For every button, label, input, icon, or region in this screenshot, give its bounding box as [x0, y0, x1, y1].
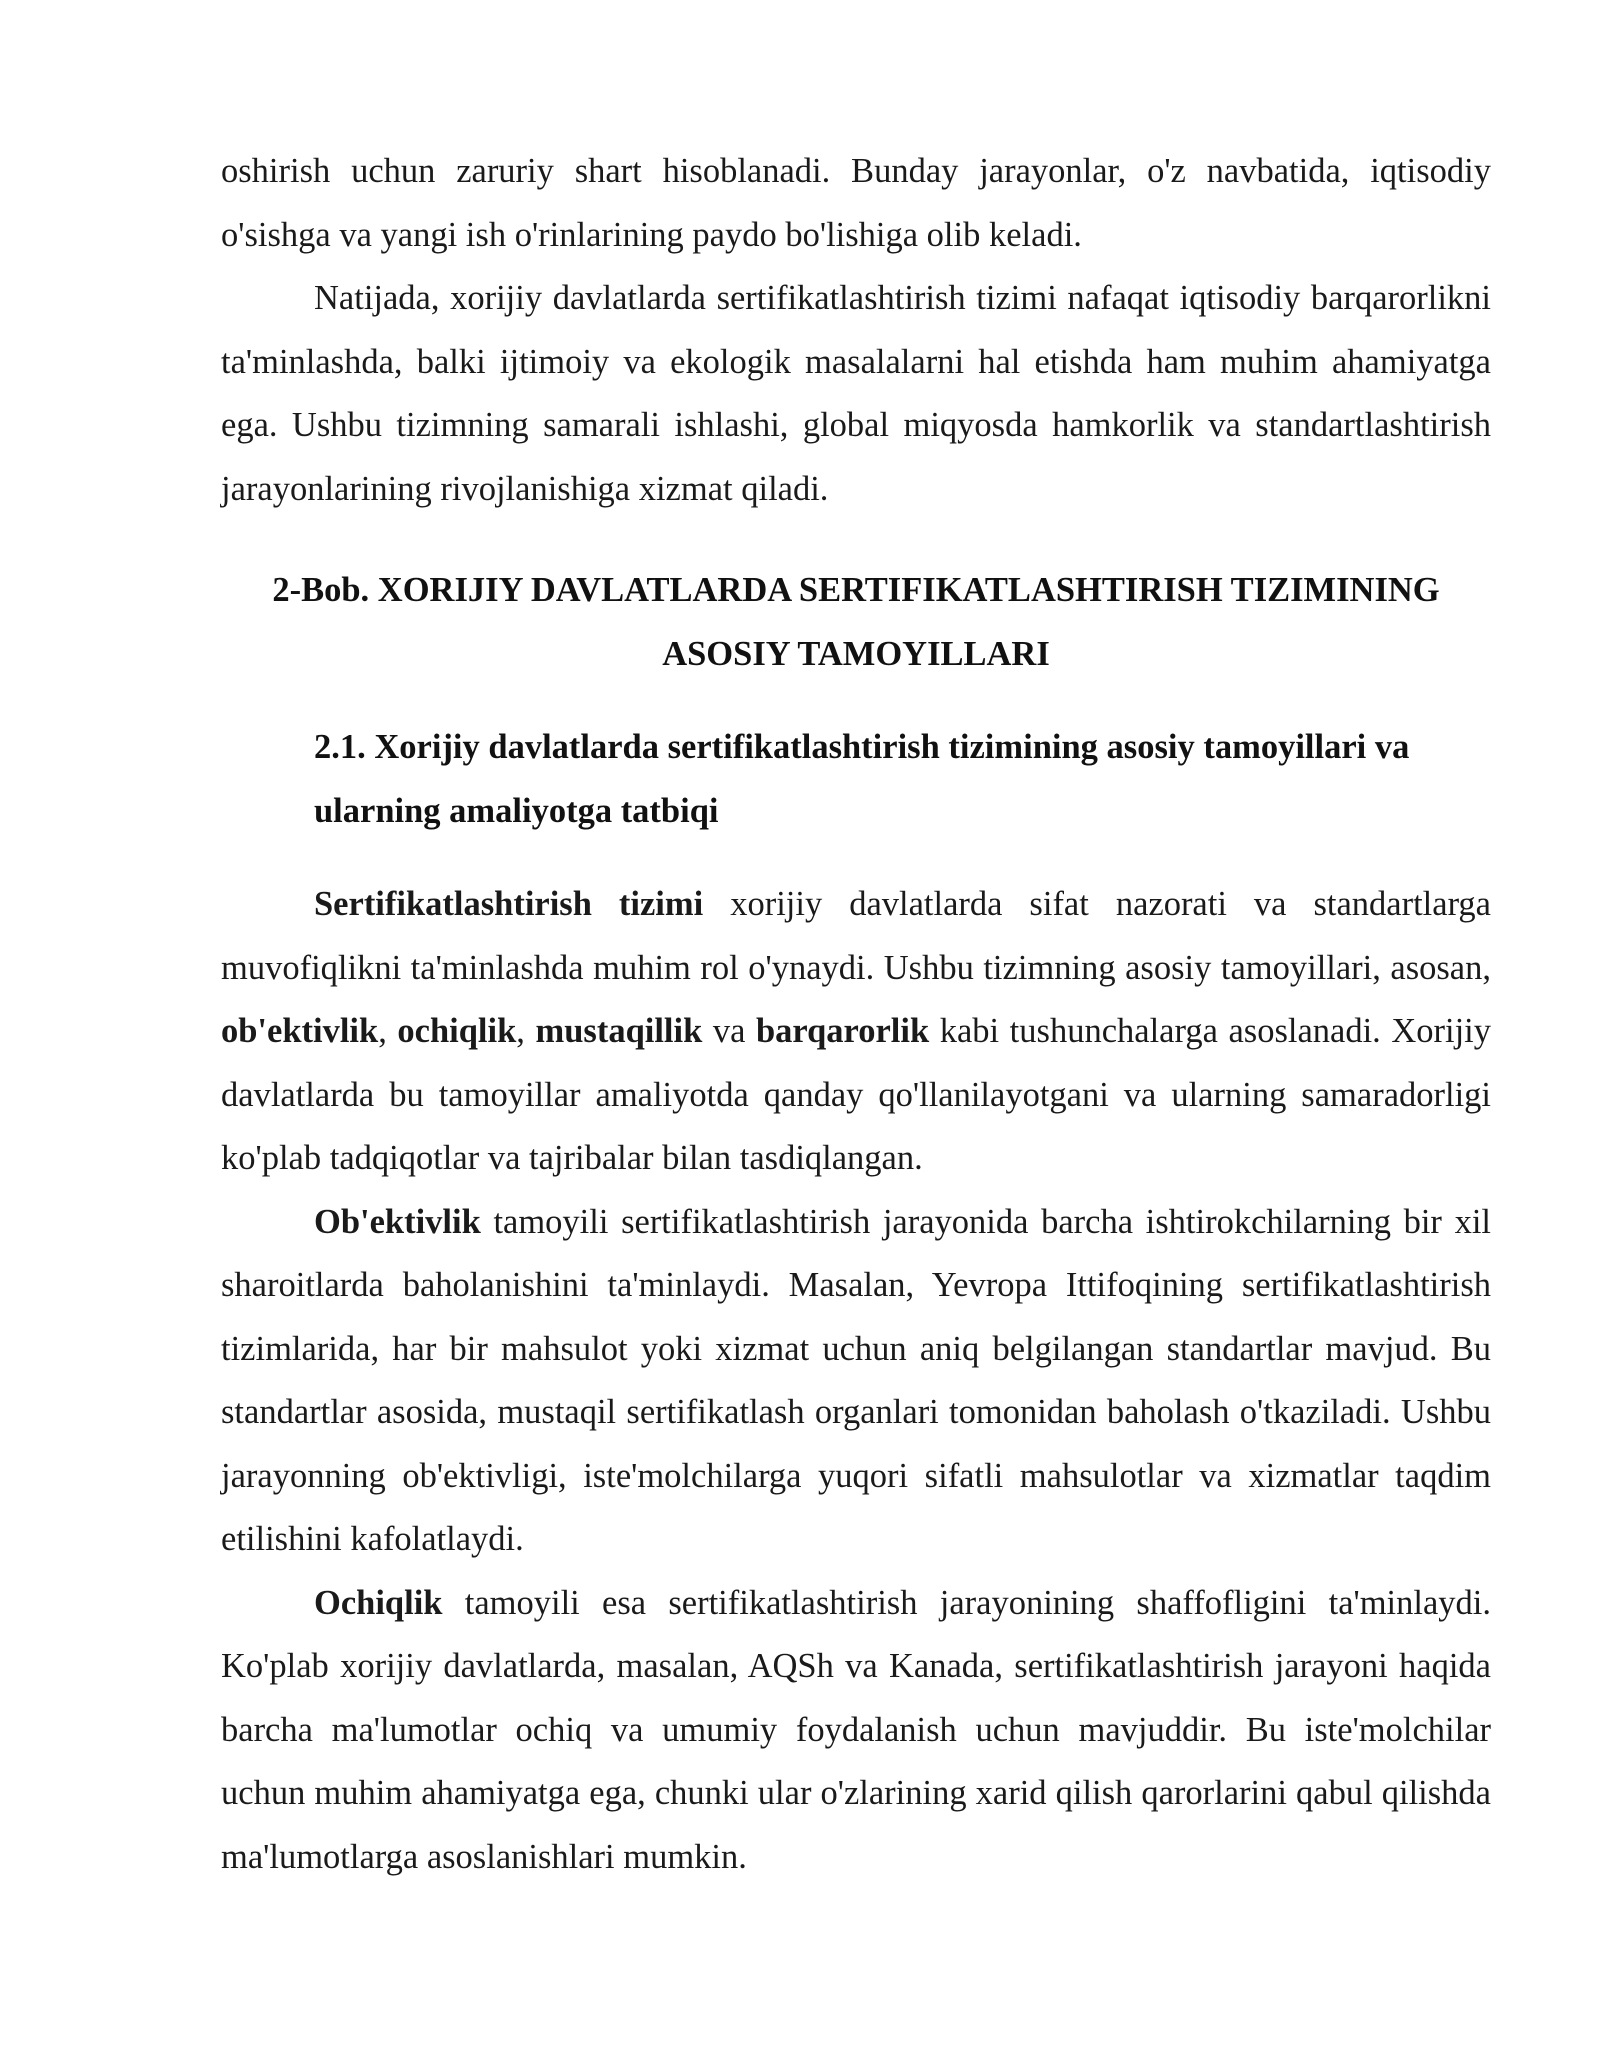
separator: ,	[378, 1012, 398, 1050]
section-heading: 2.1. Xorijiy davlatlarda sertifikatlashtirish tizimining asosiy tamoyillari va ularning amaliyotga tatbiqi	[314, 728, 1410, 830]
paragraph-objectivity	[221, 1191, 1491, 1572]
chapter-heading-line1: 2-Bob. XORIJIY DAVLATLARDA SERTIFIKATLASHTIRISH TIZIMINING	[272, 571, 1440, 609]
keyword-openness: ochiqlik	[397, 1012, 517, 1050]
paragraph-continuation: oshirish uchun zaruriy shart hisoblanadi. Bunday jarayonlar, o'z navbatida, iqtisodiy o'sishga va yangi ish o'rinlarining paydo bo'lishiga olib keladi.	[221, 152, 1491, 254]
paragraph-conclusion: Natijada, xorijiy davlatlarda sertifikatlashtirish tizimi nafaqat iqtisodiy barqarorlikni ta'minlashda, balki ijtimoiy va ekologik masalalarni hal etishda ham muhim ahamiyatga ega. Ushbu tizimning samarali ishlashi, global miqyosda hamkorlik va standartlashtirish jarayonlarining rivojlanishiga xizmat qiladi.	[221, 279, 1491, 508]
paragraph-text: xorijiy davlatlarda sifat nazorati va standartlarga muvofiqlikni ta'minlashda muhim rol o'ynaydi. Ushbu tizimning asosiy tamoyillari, asosan,	[221, 885, 1491, 987]
term-objectivity: Ob'ektivlik	[314, 1202, 481, 1241]
document-page	[221, 140, 1491, 1889]
paragraph-text: kabi tushunchalarga asoslanadi. Xorijiy davlatlarda bu tamoyillar amaliyotda qanday qo'llanilayotgani va ularning samaradorligi ko'plab tadqiqotlar va tajribalar bilan tasdiqlangan.	[221, 1012, 1492, 1177]
paragraph-text: tamoyili sertifikatlashtirish jarayonida barcha ishtirokchilarning bir xil sharoitlarda baholanishini ta'minlaydi. Masalan, Yevropa Ittifoqining sertifikatlashtirish tizimlarida, har bir mahsulot yoki xizmat uchun aniq belgilangan standartlar mavjud. Bu standartlar asosida, mustaqil sertifikatlash organlari tomonidan baholash o'tkaziladi. Ushbu jarayonning ob'ektivligi, iste'molchilarga yuqori sifatli mahsulotlar va xizmatlar taqdim etilishini kafolatlaydi.	[221, 1202, 1491, 1558]
keyword-independence: mustaqillik	[535, 1012, 703, 1050]
paragraph-openness	[221, 1572, 1491, 1890]
separator: ,	[516, 1012, 536, 1050]
separator: va	[702, 1012, 756, 1050]
chapter-heading-line2: ASOSIY TAMOYILLARI	[662, 634, 1050, 673]
term-certification-system: Sertifikatlashtirish tizimi	[314, 885, 704, 923]
chapter-heading	[221, 559, 1491, 686]
term-openness: Ochiqlik	[314, 1583, 443, 1622]
keyword-stability: barqarorlik	[755, 1012, 930, 1050]
keyword-objectivity: ob'ektivlik	[221, 1012, 379, 1050]
paragraph-text: tamoyili esa sertifikatlashtirish jarayonining shaffofligini ta'minlaydi. Ko'plab xorijiy davlatlarda, masalan, AQSh va Kanada, sertifikatlashtirish jarayoni haqida barcha ma'lumotlar ochiq va umumiy foydalanish uchun mavjuddir. Bu iste'molchilar uchun muhim ahamiyatga ega, chunki ular o'zlarining xarid qilish qarorlarini qabul qilishda ma'lumotlarga asoslanishlari mumkin.	[221, 1583, 1491, 1876]
paragraph-principles-intro	[221, 873, 1491, 1191]
